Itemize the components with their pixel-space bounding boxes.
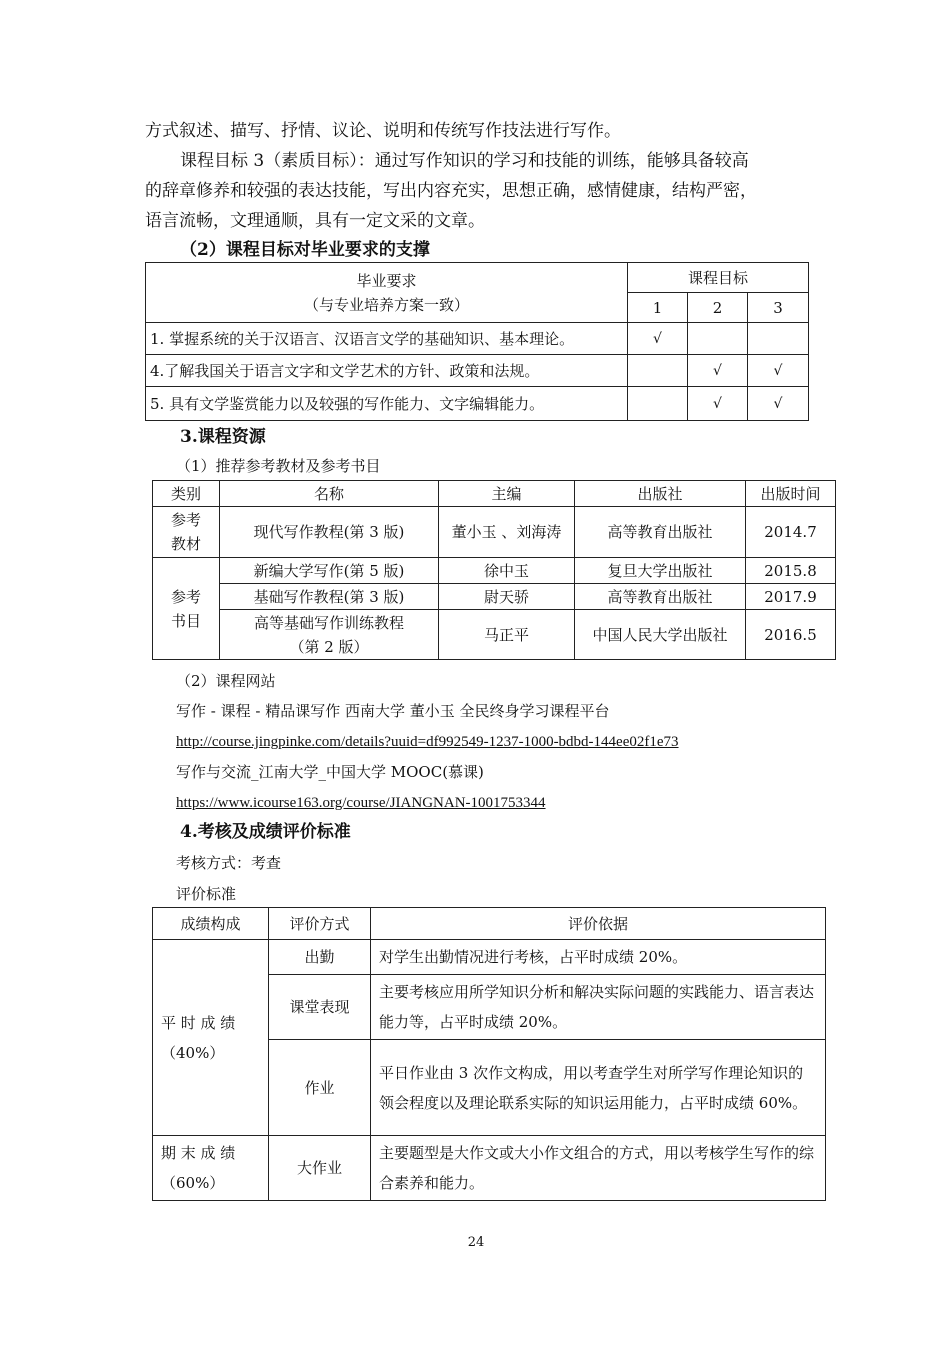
goal-col-3: 3 xyxy=(748,293,809,323)
goal-col-1: 1 xyxy=(628,293,688,323)
check-mark: √ xyxy=(748,355,809,387)
grading-method: 作业 xyxy=(269,1040,371,1136)
book-name: 新编大学写作(第 5 版) xyxy=(220,558,439,584)
book-year: 2017.9 xyxy=(746,584,836,610)
support-heading: （2）课程目标对毕业要求的支撑 xyxy=(180,240,430,260)
books-header-editor: 主编 xyxy=(439,481,575,507)
grading-method: 大作业 xyxy=(269,1136,371,1201)
grading-header-basis: 评价依据 xyxy=(371,908,826,940)
check-mark xyxy=(628,387,688,421)
grading-group-final: 期 末 成 绩 （60%） xyxy=(153,1136,269,1201)
book-name: 现代写作教程(第 3 版) xyxy=(220,507,439,558)
criteria-label: 评价标准 xyxy=(176,885,237,903)
check-mark: √ xyxy=(688,355,748,387)
website-subheading: （2）课程网站 xyxy=(176,672,276,690)
grading-header-composition: 成绩构成 xyxy=(153,908,269,940)
book-editor: 尉天骄 xyxy=(439,584,575,610)
book-name: 基础写作教程(第 3 版) xyxy=(220,584,439,610)
book-editor: 马正平 xyxy=(439,610,575,660)
grading-basis: 主要题型是大作文或大小作文组合的方式，用以考核学生写作的综合素养和能力。 xyxy=(371,1136,826,1201)
intro-line-3: 的辞章修养和较强的表达技能，写出内容充实，思想正确，感情健康，结构严密， xyxy=(145,181,757,201)
grading-method: 课堂表现 xyxy=(269,975,371,1040)
website-title-1: 写作 - 课程 - 精品课写作 西南大学 董小玉 全民终身学习课程平台 xyxy=(176,702,610,720)
books-header-year: 出版时间 xyxy=(746,481,836,507)
book-category-reference: 参考 书目 xyxy=(153,558,220,660)
book-publisher: 高等教育出版社 xyxy=(575,507,746,558)
req-header-line-1: 毕业要求 xyxy=(356,271,417,290)
book-editor: 董小玉 、刘海涛 xyxy=(439,507,575,558)
book-category-textbook: 参考 教材 xyxy=(153,507,220,558)
book-year: 2015.8 xyxy=(746,558,836,584)
book-name: 高等基础写作训练教程 （第 2 版） xyxy=(220,610,439,660)
support-table xyxy=(145,262,809,421)
books-header-category: 类别 xyxy=(153,481,220,507)
intro-line-2: 课程目标 3（素质目标）：通过写作知识的学习和技能的训练，能够具备较高 xyxy=(180,151,749,171)
books-table xyxy=(152,480,836,660)
req-row-1: 1. 掌握系统的关于汉语言、汉语言文学的基础知识、基本理论。 xyxy=(146,323,628,355)
intro-line-1: 方式叙述、描写、抒情、议论、说明和传统写作技法进行写作。 xyxy=(145,121,621,141)
grading-header-method: 评价方式 xyxy=(269,908,371,940)
book-year: 2016.5 xyxy=(746,610,836,660)
website-link-1[interactable]: http://course.jingpinke.com/details?uuid=df992549-1237-1000-bdbd-144ee02f1e73 xyxy=(176,734,679,750)
books-header-name: 名称 xyxy=(220,481,439,507)
req-header xyxy=(146,263,628,323)
resources-heading: 3.课程资源 xyxy=(180,427,266,447)
grading-basis: 主要考核应用所学知识分析和解决实际问题的实践能力、语言表达能力等，占平时成绩 20%。 xyxy=(371,975,826,1040)
grading-basis: 对学生出勤情况进行考核，占平时成绩 20%。 xyxy=(371,940,826,975)
book-editor: 徐中玉 xyxy=(439,558,575,584)
website-title-2: 写作与交流_江南大学_中国大学 MOOC(慕课) xyxy=(176,763,484,781)
check-mark: √ xyxy=(748,387,809,421)
check-mark xyxy=(628,355,688,387)
check-mark xyxy=(688,323,748,355)
goal-header: 课程目标 xyxy=(628,263,809,293)
book-year: 2014.7 xyxy=(746,507,836,558)
books-header-publisher: 出版社 xyxy=(575,481,746,507)
book-publisher: 复旦大学出版社 xyxy=(575,558,746,584)
check-mark: √ xyxy=(628,323,688,355)
req-header-line-2: （与专业培养方案一致） xyxy=(303,295,469,314)
check-mark: √ xyxy=(688,387,748,421)
website-link-2[interactable]: https://www.icourse163.org/course/JIANGNAN-1001753344 xyxy=(176,795,546,811)
assessment-heading: 4.考核及成绩评价标准 xyxy=(180,822,351,842)
check-mark xyxy=(748,323,809,355)
grading-group-regular: 平 时 成 绩 （40%） xyxy=(153,940,269,1136)
grading-basis: 平日作业由 3 次作文构成，用以考查学生对所学写作理论知识的领会程度以及理论联系实际的知识运用能力，占平时成绩 60%。 xyxy=(371,1040,826,1136)
req-row-2: 4.了解我国关于语言文字和文学艺术的方针、政策和法规。 xyxy=(146,355,628,387)
assessment-method: 考核方式：考查 xyxy=(176,854,282,872)
intro-line-4: 语言流畅，文理通顺，具有一定文采的文章。 xyxy=(145,211,485,231)
book-publisher: 高等教育出版社 xyxy=(575,584,746,610)
goal-col-2: 2 xyxy=(688,293,748,323)
grading-method: 出勤 xyxy=(269,940,371,975)
book-publisher: 中国人民大学出版社 xyxy=(575,610,746,660)
grading-table xyxy=(152,907,826,1201)
req-row-3: 5. 具有文学鉴赏能力以及较强的写作能力、文字编辑能力。 xyxy=(146,387,628,421)
page-number: 24 xyxy=(467,1235,485,1250)
books-subheading: （1）推荐参考教材及参考书目 xyxy=(176,457,381,475)
